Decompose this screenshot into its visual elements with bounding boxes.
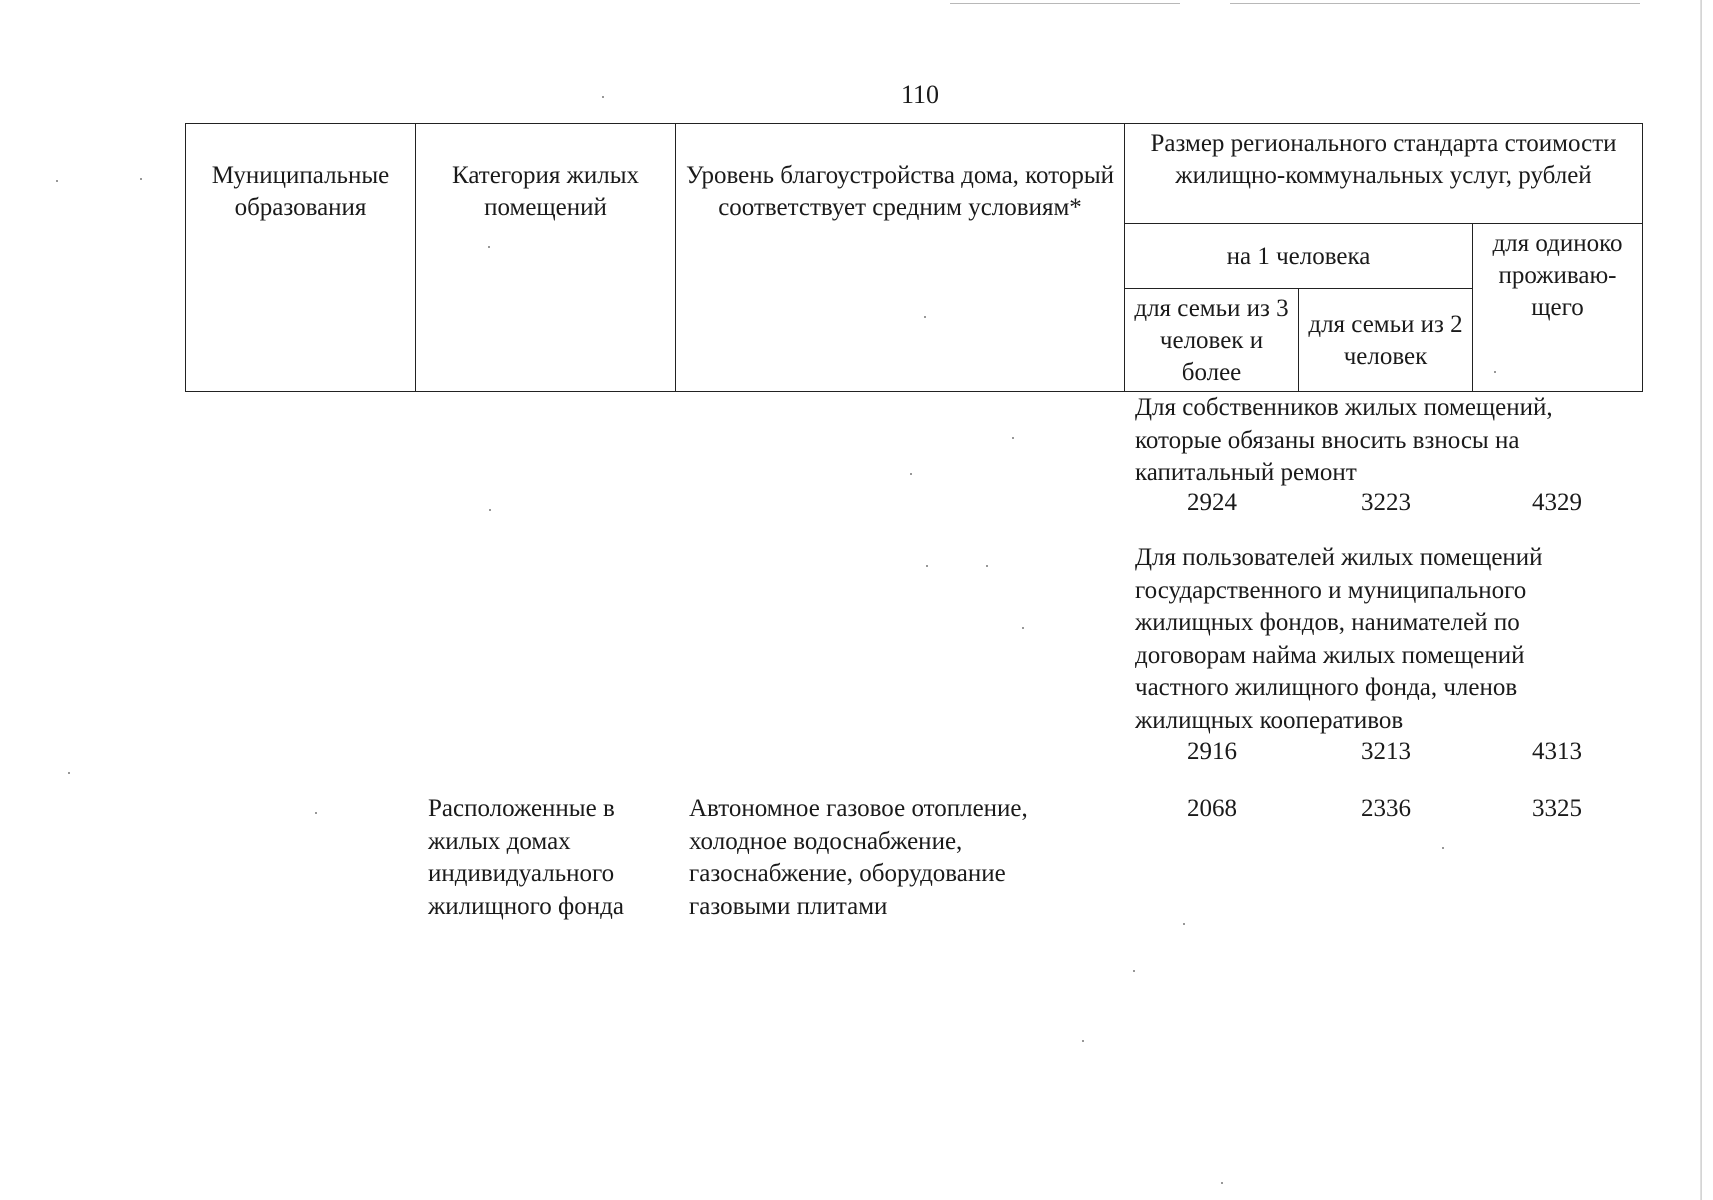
scan-speck — [1442, 847, 1444, 849]
header-size-line1: Размер регионального стандарта стоимости — [1150, 130, 1617, 157]
scan-speck — [140, 178, 142, 180]
section-users-line: жилищных кооперативов — [1135, 706, 1404, 734]
section-users-line: частного жилищного фонда, членов — [1135, 674, 1518, 701]
page-number: 110 — [900, 80, 940, 109]
scan-speck — [924, 316, 926, 318]
row-level — [689, 793, 1028, 923]
section-users-text — [1135, 542, 1543, 737]
section-owners-line: которые обязаны вносить взносы на — [1135, 426, 1520, 454]
scan-speck — [56, 180, 58, 182]
header-size-line2: жилищно-коммунальных услуг, рублей — [1175, 162, 1592, 189]
header-single-resident — [1473, 224, 1643, 392]
scan-speck — [986, 565, 988, 567]
row-category-line: индивидуального — [428, 860, 615, 887]
scan-speck — [488, 246, 490, 248]
section-owners-line: Для собственников жилых помещений, — [1135, 394, 1553, 421]
scan-speck — [1082, 1040, 1084, 1042]
header-level-line1: Уровень благоустройства дома, который — [686, 162, 1114, 189]
section-owners-text — [1135, 392, 1553, 490]
scan-speck — [1022, 627, 1024, 629]
row-category-line: жилых домах — [428, 827, 571, 855]
row-value-family3: 2068 — [1187, 795, 1237, 822]
scan-speck — [1183, 923, 1185, 925]
section-users-line: государственного и муниципального — [1135, 576, 1527, 604]
scan-artifact-line — [950, 3, 1180, 4]
header-standard-size — [1125, 124, 1643, 224]
header-category: Категория жилых помещений — [416, 124, 676, 392]
users-value-family3: 2916 — [1187, 738, 1237, 765]
section-users-line: жилищных фондов, нанимателей по — [1135, 609, 1520, 636]
section-owners-line: капитальный ремонт — [1135, 459, 1357, 486]
page-edge-shadow — [1700, 0, 1702, 1200]
header-single-line2: проживаю-щего — [1498, 262, 1617, 321]
header-family-3: для семьи из 3 человек и более — [1125, 289, 1299, 392]
section-users-line: Для пользователей жилых помещений — [1135, 544, 1543, 571]
scan-speck — [489, 509, 491, 511]
scan-speck — [1494, 371, 1496, 373]
header-family-2: для семьи из 2 человек — [1299, 289, 1473, 392]
scan-speck — [926, 565, 928, 567]
header-municipal: Муниципальные образования — [186, 124, 416, 392]
row-category — [428, 793, 624, 923]
row-level-line: газовыми плитами — [689, 892, 888, 920]
header-level — [676, 124, 1125, 392]
header-table — [185, 123, 1643, 392]
header-per-person: на 1 человека — [1125, 224, 1473, 289]
scan-speck — [602, 96, 604, 98]
header-single-line1: для одиноко — [1492, 230, 1623, 257]
scan-speck — [1133, 970, 1135, 972]
scan-speck — [68, 772, 70, 774]
scan-artifact-line — [1230, 3, 1640, 4]
owners-value-single: 4329 — [1532, 489, 1582, 516]
header-level-line2: соответствует средним условиям* — [718, 194, 1082, 221]
row-level-line: Автономное газовое отопление, — [689, 795, 1028, 822]
users-value-single: 4313 — [1532, 738, 1582, 765]
row-value-family2: 2336 — [1361, 795, 1411, 822]
owners-value-family3: 2924 — [1187, 489, 1237, 516]
row-category-line: Расположенные в — [428, 795, 615, 822]
users-value-family2: 3213 — [1361, 738, 1411, 765]
owners-value-family2: 3223 — [1361, 489, 1411, 516]
row-category-line: жилищного фонда — [428, 892, 624, 920]
scan-speck — [1012, 437, 1014, 439]
row-level-line: холодное водоснабжение, — [689, 827, 963, 855]
scan-speck — [1221, 1182, 1223, 1184]
scan-speck — [910, 473, 912, 475]
section-users-line: договорам найма жилых помещений — [1135, 641, 1525, 669]
row-level-line: газоснабжение, оборудование — [689, 860, 1006, 887]
scan-speck — [315, 812, 317, 814]
row-value-single: 3325 — [1532, 795, 1582, 822]
